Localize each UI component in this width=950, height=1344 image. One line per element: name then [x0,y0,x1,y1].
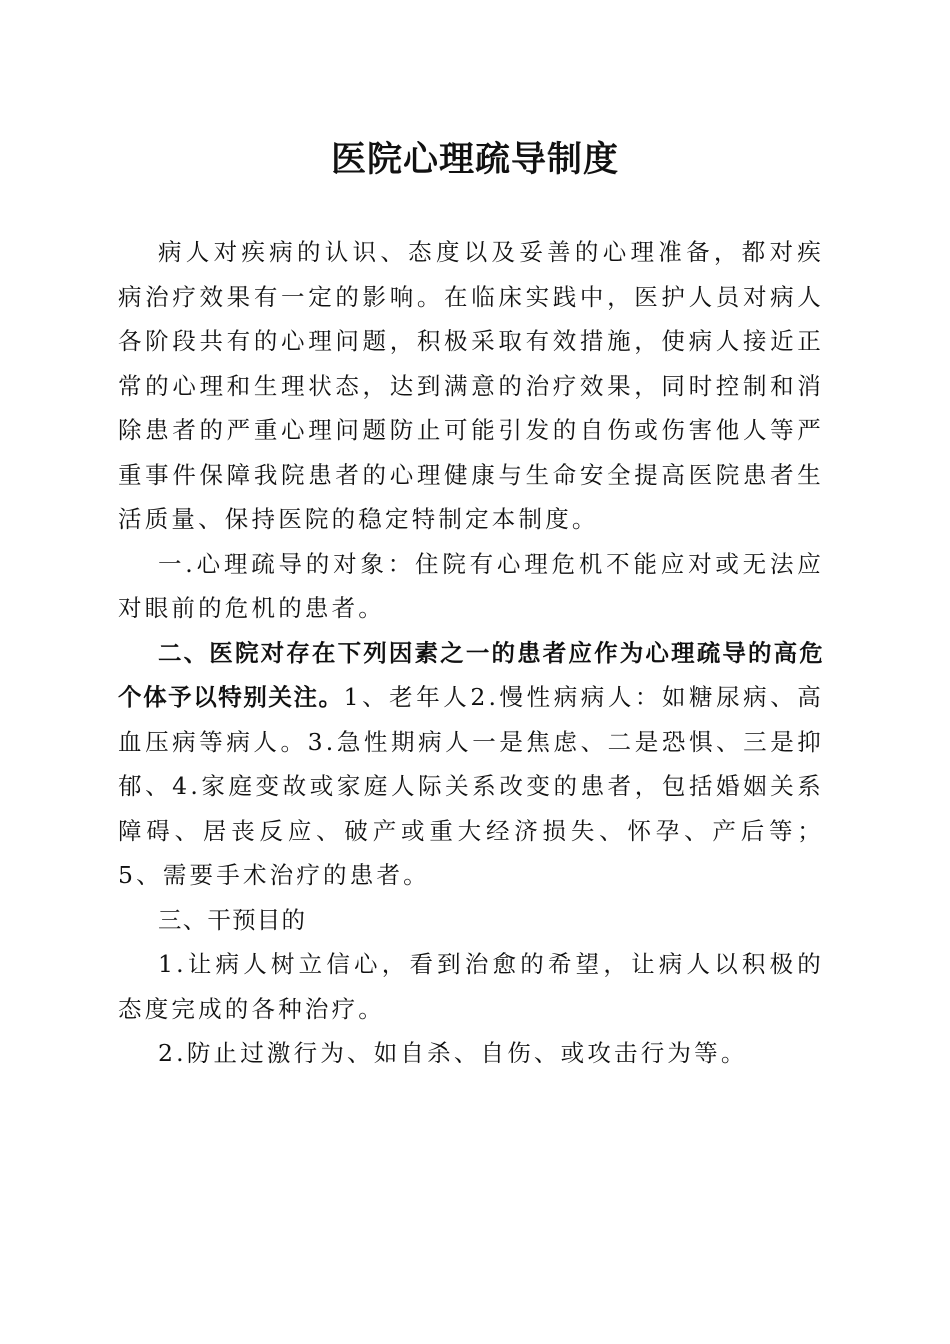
intro-paragraph: 病人对疾病的认识、态度以及妥善的心理准备，都对疾病治疗效果有一定的影响。在临床实践中，医护人员对病人各阶段共有的心理问题，积极采取有效措施，使病人接近正常的心理和生理状态，达到满意的治疗效果，同时控制和消除患者的严重心理问题防止可能引发的自伤或伤害他人等严重事件保障我院患者的心理健康与生命安全提高医院患者生活质量、保持医院的稳定特制定本制度。 [118,238,824,533]
section-1-paragraph: 一.心理疏导的对象：住院有心理危机不能应对或无法应对眼前的危机的患者。 [118,549,824,622]
document-body [118,230,824,1076]
document-title: 医院心理疏导制度 [330,139,619,180]
section-3-item-1: 1.让病人树立信心，看到治愈的希望，让病人以积极的态度完成的各种治疗。 [118,950,824,1023]
section-2-heading: 二、医院对存在下列因素之一的患者应作为心理疏导的高危个体予以特别关注。 [118,638,824,711]
section-3-heading: 三、干预目的 [158,905,307,934]
section-2-body: 1、老年人2.慢性病病人：如糖尿病、高血压病等病人。3.急性期病人一是焦虑、二是恐惧、三是抑郁、4.家庭变故或家庭人际关系改变的患者，包括婚姻关系障碍、居丧反应、破产或重大经济损失、怀孕、产后等；5、需要手术治疗的患者。 [118,683,824,889]
section-2-paragraph [118,631,824,898]
section-3-item-2: 2.防止过激行为、如自杀、自伤、或攻击行为等。 [158,1039,748,1067]
